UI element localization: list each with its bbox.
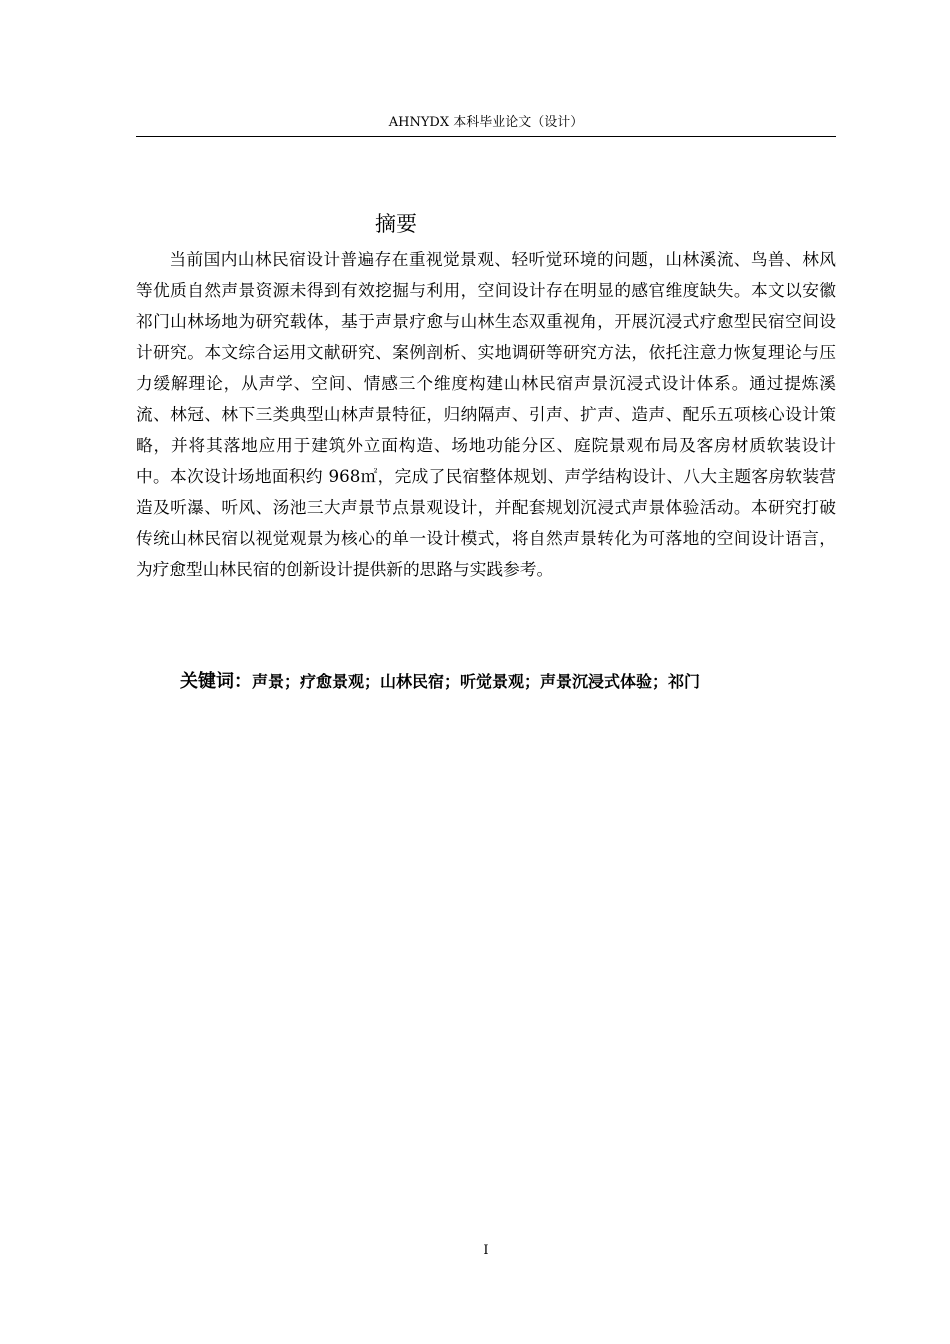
keywords-value: 声景；疗愈景观；山林民宿；听觉景观；声景沉浸式体验；祁门 — [252, 672, 701, 691]
page-number: I — [483, 1243, 489, 1258]
keywords-line — [180, 667, 840, 697]
running-header: AHNYDX 本科毕业论文（设计） — [388, 115, 584, 130]
keywords-label: 关键词： — [180, 671, 252, 692]
abstract-body: 当前国内山林民宿设计普遍存在重视觉景观、轻听觉环境的问题，山林溪流、鸟兽、林风等优质自然声景资源未得到有效挖掘与利用，空间设计存在明显的感官维度缺失。本文以安徽祁门山林场地为研究载体，基于声景疗愈与山林生态双重视角，开展沉浸式疗愈型民宿空间设计研究。本文综合运用文献研究、案例剖析、实地调研等研究方法，依托注意力恢复理论与压力缓解理论，从声学、空间、情感三个维度构建山林民宿声景沉浸式设计体系。通过提炼溪流、林冠、林下三类典型山林声景特征，归纳隔声、引声、扩声、造声、配乐五项核心设计策略，并将其落地应用于建筑外立面构造、场地功能分区、庭院景观布局及客房材质软装设计中。本次设计场地面积约 968㎡，完成了民宿整体规划、声学结构设计、八大主题客房软装营造及听瀑、听风、汤池三大声景节点景观设计，并配套规划沉浸式声景体验活动。本研究打破传统山林民宿以视觉观景为核心的单一设计模式，将自然声景转化为可落地的空间设计语言，为疗愈型山林民宿的创新设计提供新的思路与实践参考。 — [136, 249, 836, 579]
abstract-title: 摘要 — [375, 212, 417, 236]
header-divider — [136, 136, 836, 137]
